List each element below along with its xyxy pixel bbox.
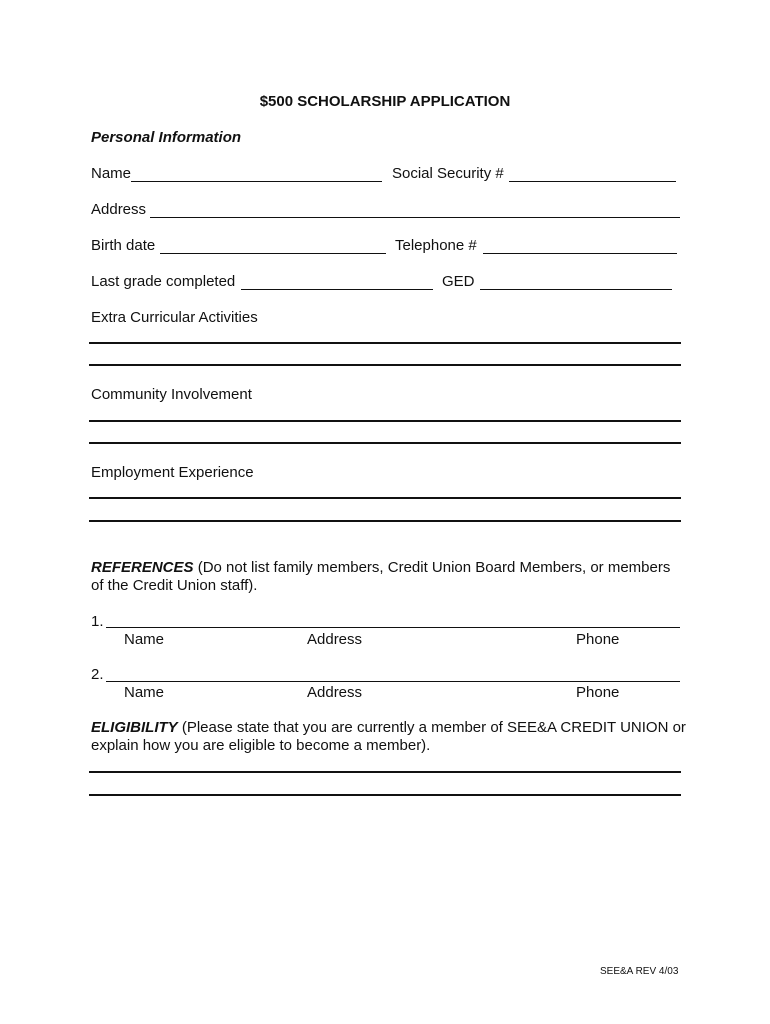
telephone-label: Telephone # [395,237,477,254]
eligibility-line-2[interactable] [89,794,681,796]
reference-2-phone-label: Phone [576,684,620,701]
name-label: Name [91,165,132,182]
name-ssn-row [91,165,681,185]
eligibility-instructions: (Please state that you are currently a member of SEE&A CREDIT UNION or explain how you are eligible to become a member). [91,719,686,754]
extra-curricular-line-2[interactable] [89,364,681,366]
address-row [91,201,681,221]
community-line-2[interactable] [89,442,681,444]
ssn-label: Social Security # [392,165,504,182]
name-field[interactable] [131,181,382,182]
reference-2-field[interactable] [106,681,680,682]
employment-line-2[interactable] [89,520,681,522]
ged-field[interactable] [480,289,672,290]
reference-2-number: 2. [91,666,104,683]
references-heading: REFERENCES [91,559,194,576]
page-title: $500 SCHOLARSHIP APPLICATION [259,93,511,110]
last-grade-field[interactable] [241,289,433,290]
extra-curricular-label: Extra Curricular Activities [91,309,258,326]
grade-ged-row [91,273,681,293]
ssn-field[interactable] [509,181,676,182]
telephone-field[interactable] [483,253,677,254]
birth-date-label: Birth date [91,237,156,254]
address-label: Address [91,201,147,218]
reference-1-field[interactable] [106,627,680,628]
eligibility-line-1[interactable] [89,771,681,773]
references-instructions: (Do not list family members, Credit Union Board Members, or members of the Credit Union staff). [91,559,671,594]
ged-label: GED [442,273,475,290]
community-line-1[interactable] [89,420,681,422]
last-grade-label: Last grade completed [91,273,236,290]
community-label: Community Involvement [91,386,252,403]
reference-1-number: 1. [91,613,104,630]
eligibility-paragraph [91,719,686,755]
extra-curricular-line-1[interactable] [89,342,681,344]
community-row [91,386,681,406]
personal-info-heading: Personal Information [91,129,242,146]
employment-line-1[interactable] [89,497,681,499]
reference-1-phone-label: Phone [576,631,620,648]
references-paragraph [91,559,686,595]
revision-footer: SEE&A REV 4/03 [600,966,679,977]
extra-curricular-row [91,309,681,329]
reference-1-name-label: Name [124,631,165,648]
birth-date-field[interactable] [160,253,386,254]
reference-2-address-label: Address [307,684,363,701]
reference-2-name-label: Name [124,684,165,701]
birth-phone-row [91,237,681,257]
eligibility-heading: ELIGIBILITY [91,719,178,736]
reference-1-address-label: Address [307,631,363,648]
employment-label: Employment Experience [91,464,254,481]
employment-row [91,464,681,484]
address-field[interactable] [150,217,680,218]
